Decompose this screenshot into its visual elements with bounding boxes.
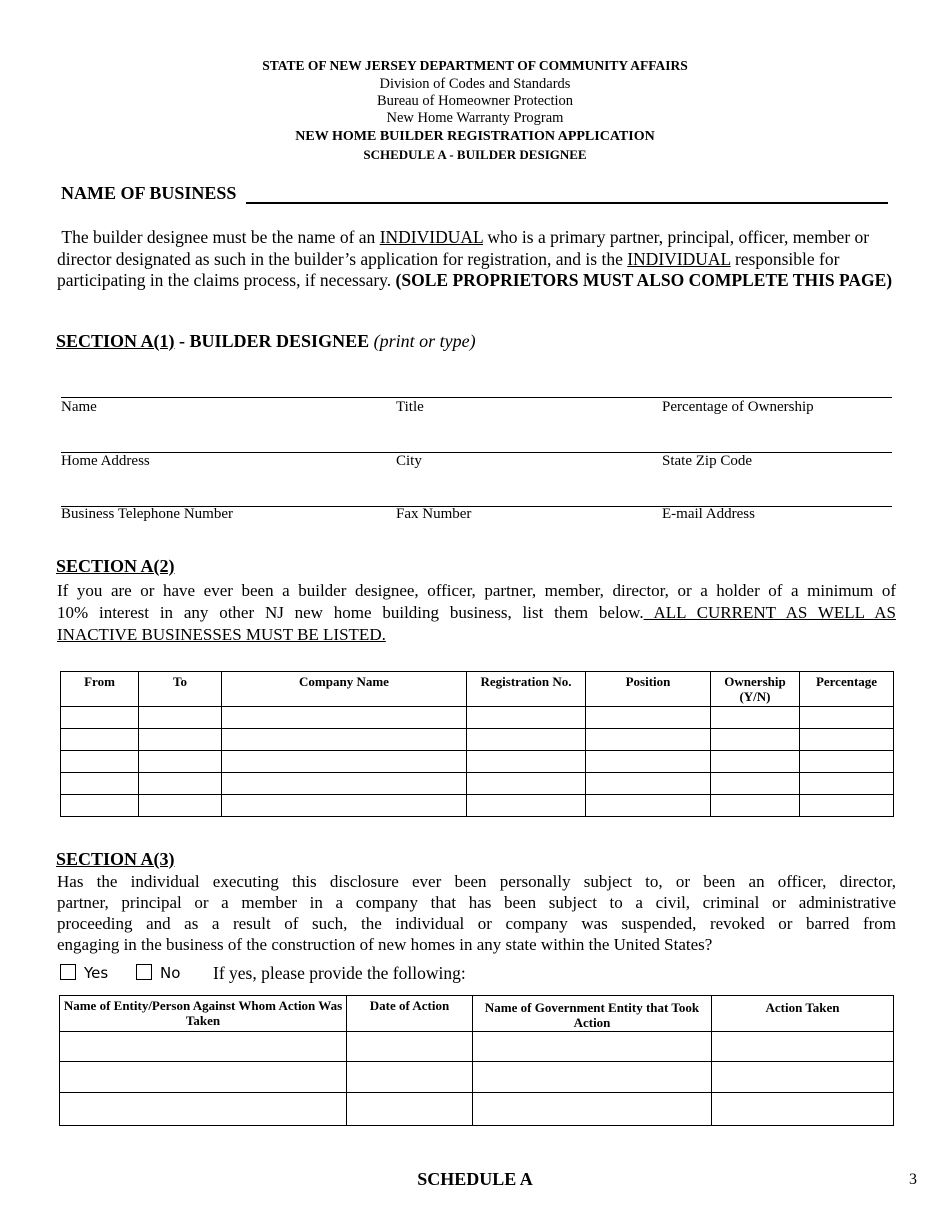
table-cell[interactable]: [711, 751, 800, 773]
table-row: [61, 795, 894, 817]
table-cell[interactable]: [60, 1032, 347, 1062]
col-date-of-action: Date of Action: [347, 996, 473, 1032]
table-cell[interactable]: [467, 795, 586, 817]
label-email: E-mail Address: [662, 506, 755, 522]
header-bureau: Bureau of Homeowner Protection: [376, 93, 574, 109]
table-cell[interactable]: [139, 707, 222, 729]
actions-table: [59, 995, 894, 1126]
table-cell[interactable]: [61, 795, 139, 817]
label-fax: Fax Number: [396, 506, 472, 522]
table-row: [60, 1062, 894, 1093]
table-cell[interactable]: [712, 1062, 894, 1093]
col-percentage: Percentage: [800, 672, 894, 707]
label-title: Title: [396, 399, 424, 415]
other-businesses-table: [60, 671, 894, 817]
header-application-title: NEW HOME BUILDER REGISTRATION APPLICATION: [295, 129, 655, 144]
table-cell[interactable]: [711, 773, 800, 795]
table-cell[interactable]: [347, 1062, 473, 1093]
col-from: From: [61, 672, 139, 707]
table-cell[interactable]: [61, 773, 139, 795]
fax-field[interactable]: [396, 487, 656, 505]
no-label: No: [160, 964, 181, 982]
table-cell[interactable]: [61, 751, 139, 773]
table-cell[interactable]: [586, 707, 711, 729]
yes-option[interactable]: [60, 964, 108, 983]
table-cell[interactable]: [467, 729, 586, 751]
table-cell[interactable]: [222, 707, 467, 729]
col-entity-person: Name of Entity/Person Against Whom Action Was Taken: [60, 996, 347, 1032]
table-cell[interactable]: [347, 1032, 473, 1062]
table-cell[interactable]: [222, 729, 467, 751]
section-a3-text-line3: proceeding and as a result of such, the individual or company was suspended, revoked or barred from: [57, 914, 896, 933]
table-cell[interactable]: [586, 795, 711, 817]
label-business-phone: Business Telephone Number: [61, 506, 233, 522]
table-cell[interactable]: [800, 729, 894, 751]
table-cell[interactable]: [712, 1093, 894, 1126]
label-ownership: Percentage of Ownership: [662, 399, 814, 415]
no-option[interactable]: [136, 964, 180, 983]
table-row: [61, 773, 894, 795]
section-a2-text-line3: INACTIVE BUSINESSES MUST BE LISTED.: [57, 625, 386, 644]
table-cell[interactable]: [711, 707, 800, 729]
table-cell[interactable]: [139, 751, 222, 773]
other-businesses-header-row: [61, 672, 894, 707]
table-row: [60, 1032, 894, 1062]
business-phone-field[interactable]: [61, 487, 391, 505]
col-position: Position: [586, 672, 711, 707]
table-cell[interactable]: [473, 1093, 712, 1126]
table-cell[interactable]: [467, 707, 586, 729]
table-cell[interactable]: [222, 751, 467, 773]
table-cell[interactable]: [711, 729, 800, 751]
state-zip-field[interactable]: [662, 433, 892, 451]
table-cell[interactable]: [139, 729, 222, 751]
table-row: [61, 707, 894, 729]
table-cell[interactable]: [473, 1032, 712, 1062]
section-a2-heading: SECTION A(2): [56, 556, 175, 576]
table-cell[interactable]: [800, 751, 894, 773]
page-number: 3: [909, 1171, 917, 1188]
label-name: Name: [61, 399, 97, 415]
table-cell[interactable]: [60, 1062, 347, 1093]
label-state-zip: State Zip Code: [662, 453, 752, 469]
section-a3-text-line4: engaging in the business of the construction of new homes in any state within the United States?: [57, 935, 713, 954]
designee-title-field[interactable]: [396, 378, 656, 396]
col-ownership-yn: Ownership (Y/N): [711, 672, 800, 707]
table-cell[interactable]: [467, 751, 586, 773]
home-address-field[interactable]: [61, 433, 391, 451]
designee-name-field[interactable]: [61, 378, 391, 396]
col-action-taken: Action Taken: [712, 996, 894, 1032]
if-yes-instruction: If yes, please provide the following:: [213, 963, 466, 983]
header-agency: STATE OF NEW JERSEY DEPARTMENT OF COMMUNITY AFFAIRS: [262, 58, 688, 73]
city-field[interactable]: [396, 433, 656, 451]
label-city: City: [396, 453, 422, 469]
designee-row1-line: [61, 397, 892, 398]
header-program: New Home Warranty Program: [386, 110, 564, 126]
business-name-label: NAME OF BUSINESS: [61, 183, 237, 203]
table-row: [60, 1093, 894, 1126]
table-cell[interactable]: [347, 1093, 473, 1126]
table-cell[interactable]: [139, 795, 222, 817]
header-schedule-title: SCHEDULE A - BUILDER DESIGNEE: [363, 147, 587, 162]
table-cell[interactable]: [586, 773, 711, 795]
footer-schedule-title: SCHEDULE A: [417, 1169, 533, 1189]
table-cell[interactable]: [61, 707, 139, 729]
section-a3-text-line1: Has the individual executing this disclosure ever been personally subject to, or been an officer, director,: [57, 872, 896, 891]
actions-header-row: [60, 996, 894, 1032]
yes-checkbox[interactable]: [60, 964, 76, 980]
section-a3-heading: SECTION A(3): [56, 849, 175, 869]
section-a1-heading: SECTION A(1) - BUILDER DESIGNEE (print or type): [56, 331, 476, 351]
col-company-name: Company Name: [222, 672, 467, 707]
table-cell[interactable]: [586, 751, 711, 773]
yes-label: Yes: [84, 964, 109, 982]
section-a2-text-line1: If you are or have ever been a builder designee, officer, partner, member, director, or a holder of a minimum of: [57, 581, 896, 600]
designee-ownership-field[interactable]: [662, 378, 892, 396]
table-cell[interactable]: [711, 795, 800, 817]
table-cell[interactable]: [60, 1093, 347, 1126]
col-government-entity: Name of Government Entity that Took Action: [473, 996, 712, 1032]
no-checkbox[interactable]: [136, 964, 152, 980]
table-cell[interactable]: [139, 773, 222, 795]
col-registration-no: Registration No.: [467, 672, 586, 707]
section-a2-text-line2: 10% interest in any other NJ new home building business, list them below. ALL CURRENT AS WELL AS: [57, 603, 896, 622]
table-cell[interactable]: [61, 729, 139, 751]
table-cell[interactable]: [800, 773, 894, 795]
email-field[interactable]: [662, 487, 892, 505]
table-cell[interactable]: [586, 729, 711, 751]
col-to: To: [139, 672, 222, 707]
table-cell[interactable]: [467, 773, 586, 795]
table-cell[interactable]: [222, 795, 467, 817]
table-cell[interactable]: [222, 773, 467, 795]
table-cell[interactable]: [800, 707, 894, 729]
table-cell[interactable]: [800, 795, 894, 817]
table-row: [61, 729, 894, 751]
table-row: [61, 751, 894, 773]
label-home-address: Home Address: [61, 453, 150, 469]
table-cell[interactable]: [473, 1062, 712, 1093]
designee-instructions: The builder designee must be the name of an INDIVIDUAL who is a primary partner, principal, officer, member or director designated as such in the builder’s application for registration, and is the INDIVIDUAL responsible for participating in the claims process, if necessary. (SOLE PROPRIETORS MUST ALSO COMPLETE THIS PAGE): [57, 227, 893, 290]
header-division: Division of Codes and Standards: [379, 76, 571, 92]
section-a3-text-line2: partner, principal or a member in a company that has been subject to a civil, criminal or administrative: [57, 893, 896, 912]
designee-row2-line: [61, 452, 892, 453]
business-name-field[interactable]: [246, 183, 888, 204]
table-cell[interactable]: [712, 1032, 894, 1062]
